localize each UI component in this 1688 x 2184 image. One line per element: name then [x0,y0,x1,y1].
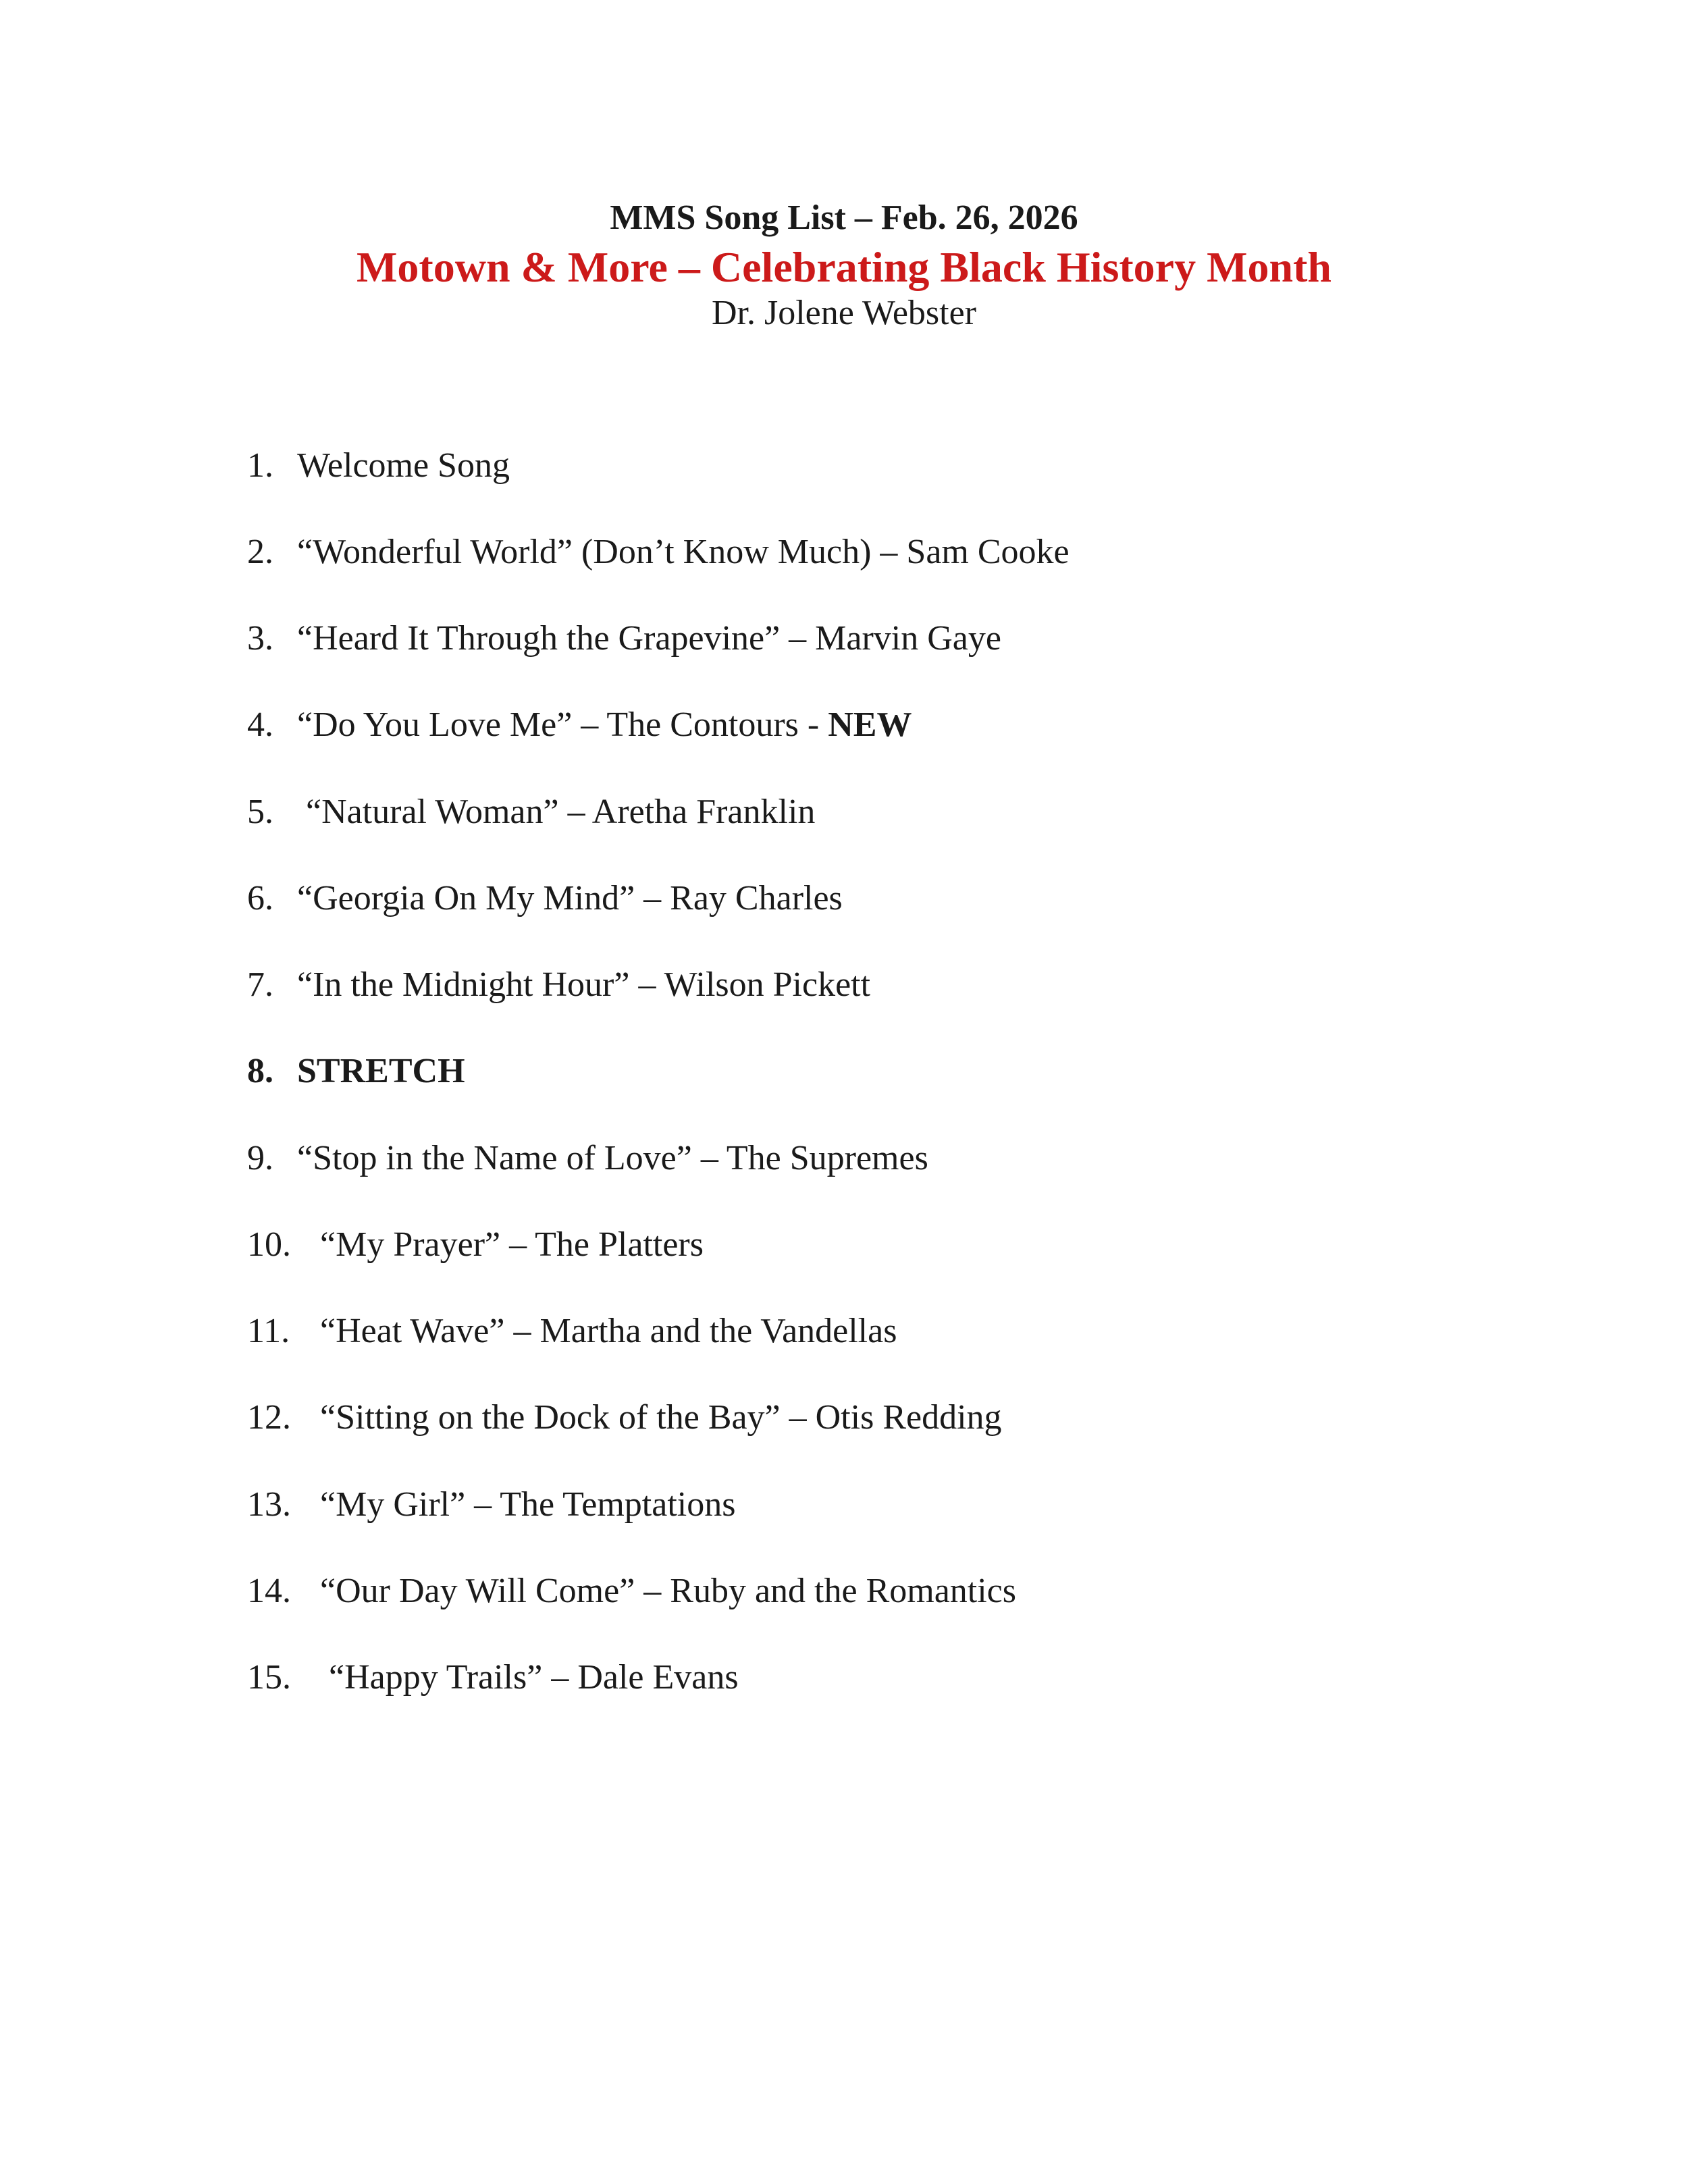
list-item-text: “Wonderful World” (Don’t Know Much) – Sam Cooke [297,533,1070,571]
list-item-number: 11. [247,1312,290,1350]
list-item [247,703,912,747]
list-item-number: 9. [247,1139,273,1177]
list-item-text: Welcome Song [297,446,510,485]
list-item [247,1483,735,1526]
page-title: MMS Song List – Feb. 26, 2026 [610,198,1078,237]
list-item-number: 14. [247,1572,291,1610]
list-item-number: 8. [247,1052,273,1090]
list-item [247,963,870,1007]
list-item [247,791,815,834]
list-item-text: “Georgia On My Mind” – Ray Charles [297,879,843,917]
list-item-number: 12. [247,1398,291,1437]
list-item-text: “Heard It Through the Grapevine” – Marvin Gaye [297,619,1001,658]
list-item [247,1656,739,1699]
list-item-number: 3. [247,619,273,658]
author-name: Dr. Jolene Webster [712,294,976,332]
list-item [247,1137,928,1180]
list-item-text: “My Prayer” – The Platters [320,1225,704,1264]
list-item-number: 10. [247,1225,291,1264]
list-item [247,1570,1016,1613]
list-item-text: STRETCH [297,1052,465,1090]
list-item-number: 4. [247,705,273,744]
list-item-number: 1. [247,446,273,485]
list-item-text: “Our Day Will Come” – Ruby and the Romantics [320,1572,1016,1610]
list-item-text: “Heat Wave” – Martha and the Vandellas [320,1312,897,1350]
list-item [247,1396,1002,1439]
list-item [247,617,1001,660]
list-item-number: 7. [247,965,273,1004]
list-item [247,877,843,920]
list-item-text: “In the Midnight Hour” – Wilson Pickett [297,965,871,1004]
list-item [247,531,1070,574]
list-item-number: 13. [247,1485,291,1524]
list-item-text: “Do You Love Me” – The Contours - [297,705,828,744]
list-item-text: “Stop in the Name of Love” – The Supremes [297,1139,928,1177]
list-item-number: 6. [247,879,273,917]
new-badge: NEW [828,705,912,744]
list-item-text: “My Girl” – The Temptations [320,1485,736,1524]
list-item-number: 5. [247,793,273,831]
list-item-text: “Natural Woman” – Aretha Franklin [297,793,816,831]
list-item-stretch [247,1050,465,1093]
list-item-text: “Sitting on the Dock of the Bay” – Otis Redding [320,1398,1002,1437]
list-item [247,1223,704,1267]
page-subtitle: Motown & More – Celebrating Black History Month [357,243,1331,291]
list-item [247,1310,897,1353]
list-item [247,444,510,487]
list-item-text: “Happy Trails” – Dale Evans [320,1658,739,1697]
list-item-number: 2. [247,533,273,571]
list-item-number: 15. [247,1658,291,1697]
